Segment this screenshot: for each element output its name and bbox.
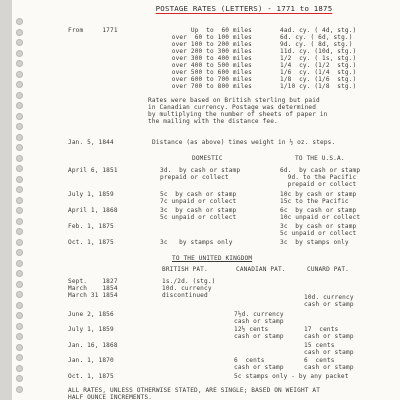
s3-date: July 1, 1859 — [68, 191, 114, 198]
punch-hole — [16, 113, 23, 120]
punch-hole — [16, 29, 23, 36]
rate-row-rate: 1/2 cy. ( 1s, stg.) — [280, 55, 357, 62]
punch-hole — [16, 102, 23, 109]
column-british: BRITISH PAT. — [162, 266, 208, 273]
s3-usa: 10c by cash or stamp 15c to the Pacific — [280, 191, 357, 205]
rate-row-rate: 1/8 cy. (1/6 stg.) — [280, 76, 357, 83]
s3-date: Feb. 1, 1875 — [68, 223, 114, 230]
rate-row-rate: 1/10 cy. (1/8 stg.) — [280, 83, 357, 90]
punch-hole — [16, 375, 23, 382]
rate-row-rate: 9d. cy. ( 8d, stg.) — [280, 41, 353, 48]
punch-hole — [16, 134, 23, 141]
punch-hole — [16, 323, 23, 330]
s4-british: 1s./2d. (stg.) — [162, 278, 216, 285]
s4-date: July 1, 1859 — [68, 326, 114, 333]
rate-row-rate: 4ad. cy. ( 4d, stg.) — [280, 27, 357, 34]
rate-row-distance: over 200 to 300 miles — [171, 48, 252, 55]
s3-usa: 3c by cash or stamp 5c unpaid or collect — [280, 223, 357, 237]
punch-hole — [16, 81, 23, 88]
punch-hole — [16, 365, 23, 372]
punch-hole — [16, 249, 23, 256]
punch-hole — [16, 270, 23, 277]
punch-hole — [16, 60, 23, 67]
rate-row-rate: 6d. cy. ( 6d, stg.) — [280, 34, 353, 41]
document-page — [12, 0, 400, 400]
column-cunard: CUNARD PAT. — [307, 266, 350, 273]
column-domestic: DOMESTIC — [192, 155, 223, 162]
punch-hole — [16, 39, 23, 46]
s3-domestic: 3c by stamps only — [160, 239, 233, 246]
s4-date: Oct. 1, 1875 — [68, 373, 114, 380]
s4-british: 10d. currency — [162, 285, 212, 292]
column-usa: TO THE U.S.A. — [295, 155, 345, 162]
punch-hole — [16, 218, 23, 225]
s4-cunard: 10d. currency cash or stamp — [304, 294, 354, 308]
s4-canadian: 12½ cents cash or stamp — [234, 326, 284, 340]
s3-domestic: 3d. by cash or stamp prepaid or collect — [160, 167, 241, 181]
s4-canadian: 6 cents cash or stamp — [234, 357, 284, 371]
punch-holes — [16, 0, 26, 400]
section1-date: From 1771 — [68, 27, 118, 34]
s3-date: April 6, 1851 — [68, 167, 118, 174]
rate-row-distance: over 100 to 200 miles — [171, 41, 252, 48]
s3-date: Oct. 1, 1875 — [68, 239, 114, 246]
s3-usa: 6d. by cash or stamp 9d. to the Pacific prepaid or collect — [280, 167, 361, 188]
rate-row-distance: Up to 60 miles — [190, 27, 252, 34]
s4-date: Jan. 1, 1870 — [68, 357, 114, 364]
rate-row-distance: over 300 to 400 miles — [171, 55, 252, 62]
section2-date: Jan. 5, 1844 — [68, 139, 114, 146]
rate-row-distance: over 400 to 500 miles — [171, 62, 252, 69]
rate-row-distance: over 500 to 600 miles — [171, 69, 252, 76]
page-title: POSTAGE RATES (LETTERS) - 1771 to 1875 — [155, 4, 333, 13]
punch-hole — [16, 207, 23, 214]
s4-british: discontinued — [162, 292, 208, 299]
section2-text: Distance (as above) times weight in ½ oz. steps. — [152, 139, 336, 146]
punch-hole — [16, 50, 23, 57]
punch-hole — [16, 344, 23, 351]
s4-date: Sept. 1827 — [68, 278, 118, 285]
punch-hole — [16, 176, 23, 183]
rate-row-distance: over 600 to 700 miles — [171, 76, 252, 83]
rate-row-rate: 1/4 cy. (1/2 stg.) — [280, 62, 357, 69]
uk-heading: TO THE UNITED KINGDOM — [172, 255, 253, 262]
s3-date: April 1, 1868 — [68, 207, 118, 214]
punch-hole — [16, 312, 23, 319]
section1-note: Rates were based on British sterling but paid in Canadian currency. Postage was determined by multiplying the number of sheets of paper in the mailing with the distance fee. — [148, 97, 328, 125]
s4-cunard: 15 cents cash or stamp — [304, 342, 354, 356]
s3-domestic: 3c by cash or stamp 5c unpaid or collect — [160, 207, 237, 221]
s4-canadian: 7½d. currency cash or stamp — [234, 311, 284, 325]
punch-hole — [16, 228, 23, 235]
punch-hole — [16, 291, 23, 298]
s3-usa: 3c by stamps only — [280, 239, 349, 246]
s4-date: June 2, 1856 — [68, 311, 114, 318]
punch-hole — [16, 281, 23, 288]
punch-hole — [16, 18, 23, 25]
s4-cunard: 6 cents cash or stamp — [304, 357, 354, 371]
punch-hole — [16, 92, 23, 99]
s4-date: Jan. 16, 1868 — [68, 342, 118, 349]
punch-hole — [16, 71, 23, 78]
punch-hole — [16, 239, 23, 246]
s4-canadian: 5c stamps only - by any packet — [234, 373, 349, 380]
punch-hole — [16, 302, 23, 309]
s4-date: March 1854 — [68, 285, 118, 292]
punch-hole — [16, 144, 23, 151]
s3-domestic: 5c by cash or stamp 7c unpaid or collect — [160, 191, 237, 205]
rate-row-rate: 1/6 cy. (1/4 stg.) — [280, 69, 357, 76]
punch-hole — [16, 186, 23, 193]
column-canadian: CANADIAN PAT. — [236, 266, 286, 273]
punch-hole — [16, 260, 23, 267]
punch-hole — [16, 165, 23, 172]
punch-hole — [16, 197, 23, 204]
punch-hole — [16, 386, 23, 393]
punch-hole — [16, 155, 23, 162]
punch-hole — [16, 123, 23, 130]
s3-usa: 6c by cash or stamp 10c unpaid or collect — [280, 207, 361, 221]
rate-row-distance: over 60 to 100 miles — [171, 34, 252, 41]
punch-hole — [16, 354, 23, 361]
footer-note: ALL RATES, UNLESS OTHERWISE STATED, ARE SINGLE; BASED ON WEIGHT AT HALF OUNCE INCREMENTS. — [68, 387, 321, 400]
rate-row-rate: 11d. cy. (10d, stg.) — [280, 48, 357, 55]
punch-hole — [16, 333, 23, 340]
rate-row-distance: over 700 to 800 miles — [171, 83, 252, 90]
s4-cunard: 17 cents cash or stamp — [304, 326, 354, 340]
s4-date: March 31 1854 — [68, 292, 118, 299]
